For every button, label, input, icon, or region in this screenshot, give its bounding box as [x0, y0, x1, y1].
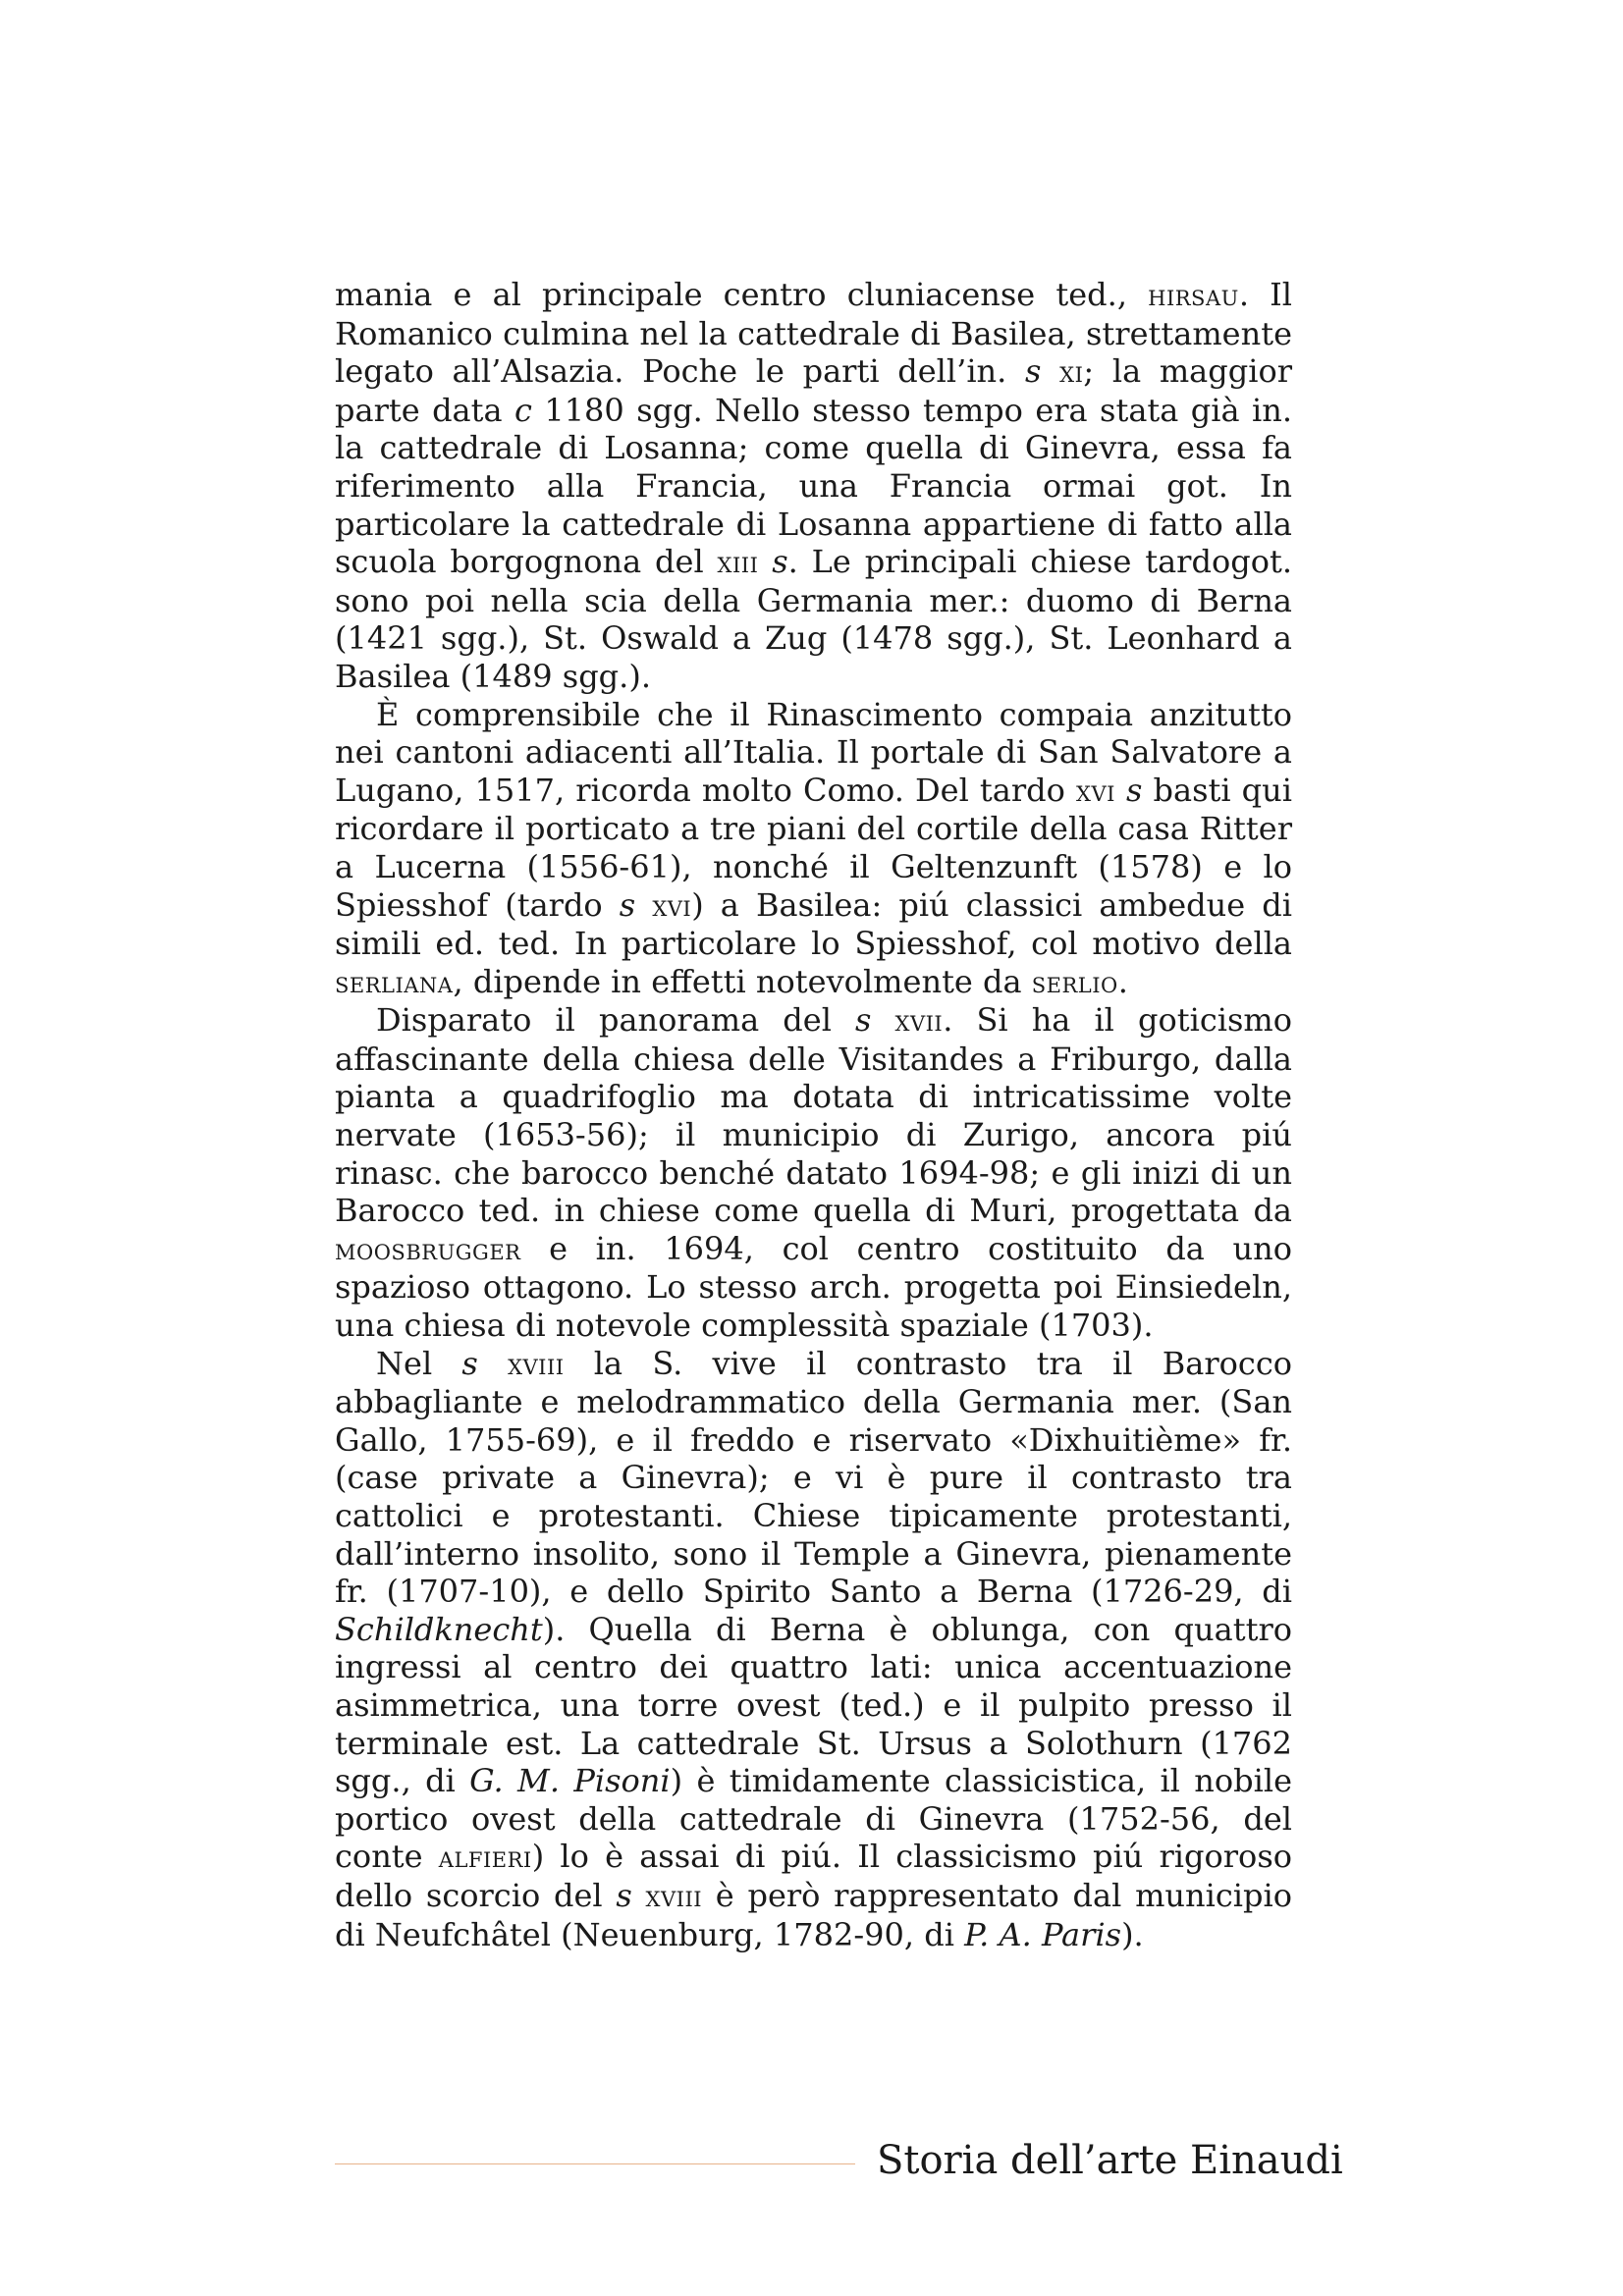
small-caps-text: serliana — [335, 965, 454, 999]
paragraph-1 — [335, 276, 1292, 696]
small-caps-text: xvi — [652, 888, 692, 923]
paragraph-2 — [335, 696, 1292, 1002]
text-run — [1115, 772, 1126, 809]
paragraph-4 — [335, 1345, 1292, 1954]
paragraph-3 — [335, 1001, 1292, 1344]
text-run: ) lo è assai di piú. Il classicismo piú rigoroso dello scorcio del — [335, 1838, 1292, 1914]
text-run: ). Quella di Berna è oblunga, con quattro ingressi al centro dei quattro lati: unica accentuazione asimmetrica, una torre ovest (ted.) e il pulpito presso il terminale est. La cattedrale St. Ursus a Solothurn (1762 sgg., di — [335, 1610, 1292, 1800]
text-run: ) a Basilea: piú classici ambedue di simili ed. ted. In particolare lo Spiesshof, col motivo della — [335, 885, 1293, 963]
small-caps-text: xviii — [508, 1347, 565, 1381]
text-run: Nel — [376, 1344, 462, 1382]
text-run: . Si ha il goticismo affascinante della chiesa delle Visitandes a Friburgo, dalla pianta a quadrifoglio ma dotata di intricatissime volte nervate (1653-56); il municipio di Zurigo, ancora piú rinasc. che barocco benché datato 1694-98; e gli inizi di un Barocco ted. in chiese come quella di Muri, progettata da — [335, 1001, 1293, 1230]
text-run: ; la maggior parte data — [335, 352, 1293, 429]
text-run: , dipende in effetti notevolmente da — [453, 962, 1032, 1000]
small-caps-text: xvi — [1076, 774, 1115, 808]
text-run — [871, 1001, 894, 1039]
small-caps-text: moosbrugger — [335, 1232, 521, 1266]
text-run — [632, 1877, 646, 1914]
text-run: è però rappresentato dal municipio di Neufchâtel (Neuenburg, 1782-90, di — [335, 1876, 1293, 1953]
text-run: ) è timidamente classicistica, il nobile portico ovest della cattedrale di Ginevra (1752-56, del conte — [335, 1762, 1293, 1876]
text-run: . Il Romanico culmina nel la cattedrale di Basilea, strettamente legato all’Alsazia. Poche le parti dell’in. — [335, 276, 1293, 391]
text-run — [1041, 352, 1059, 390]
text-run: Disparato il panorama del — [376, 1001, 856, 1040]
italic-text: G. M. Pisoni — [469, 1762, 671, 1800]
italic-text: s — [619, 885, 636, 924]
small-caps-text: serlio — [1031, 965, 1118, 999]
text-run — [635, 886, 652, 924]
body-text — [335, 276, 1292, 1953]
text-run: basti qui ricordare il porticato a tre piani del cortile della casa Ritter a Lucerna (1556-61), nonché il Geltenzunft (1578) e lo Spiesshof (tardo — [335, 771, 1293, 924]
text-run — [758, 543, 772, 580]
italic-text: Schildknecht — [335, 1610, 543, 1648]
text-run: . — [1117, 962, 1128, 1000]
small-caps-text: xvii — [894, 1004, 944, 1039]
italic-text: c — [514, 391, 532, 429]
text-run: e in. 1694, col centro costituito da uno spazioso ottagono. Lo stesso arch. progetta poi Einsiedeln, una chiesa di notevole complessità spaziale (1703). — [335, 1229, 1292, 1345]
text-run — [478, 1345, 508, 1382]
small-caps-text: xviii — [645, 1879, 703, 1913]
text-run: la S. vive il contrasto tra il Barocco abbagliante e melodrammatico della Germania mer. (San Gallo, 1755-69), e il freddo e riservato «Dixhuitième» fr. (case private a Ginevra); e vi è pure il contrasto tra cattolici e protestanti. Chiese tipicamente protestanti, dall’interno insolito, sono il Temple a Ginevra, pienamente fr. (1707-10), e dello Spirito Santo a Berna (1726-29, di — [335, 1344, 1293, 1611]
italic-text: s — [772, 543, 788, 581]
text-run: ). — [1121, 1915, 1144, 1953]
text-run: . Le principali chiese tardogot. sono poi nella scia della Germania mer.: duomo di Berna (1421 sgg.), St. Oswald a Zug (1478 sgg.), St. Leonhard a Basilea (1489 sgg.). — [335, 543, 1293, 695]
italic-text: s — [461, 1344, 478, 1382]
italic-text: s — [616, 1876, 632, 1914]
small-caps-text: xi — [1059, 355, 1084, 390]
small-caps-text: alfieri — [438, 1841, 532, 1875]
text-run: 1180 sgg. Nello stesso tempo era stata già in. la cattedrale di Losanna; come quella di Ginevra, essa fa riferimento alla Francia, una Francia ormai got. In particolare la cattedrale di Losanna appartiene di fatto alla scuola borgognona del — [335, 391, 1293, 581]
text-run: mania e al principale centro cluniacense ted., — [335, 276, 1149, 313]
italic-text: s — [1126, 771, 1143, 809]
italic-text: s — [855, 1001, 872, 1040]
text-run: È comprensibile che il Rinascimento compaia anzitutto nei cantoni adiacenti all’Italia. Il portale di San Salvatore a Lugano, 1517, ricorda molto Como. Del tardo — [335, 695, 1292, 809]
italic-text: s — [1025, 352, 1042, 391]
footer-title: Storia dell’arte Einaudi — [877, 2138, 1343, 2183]
small-caps-text: hirsau — [1148, 279, 1239, 312]
italic-text: P. A. Paris — [964, 1915, 1122, 1953]
footer-rule — [335, 2163, 855, 2164]
small-caps-text: xiii — [717, 546, 759, 580]
